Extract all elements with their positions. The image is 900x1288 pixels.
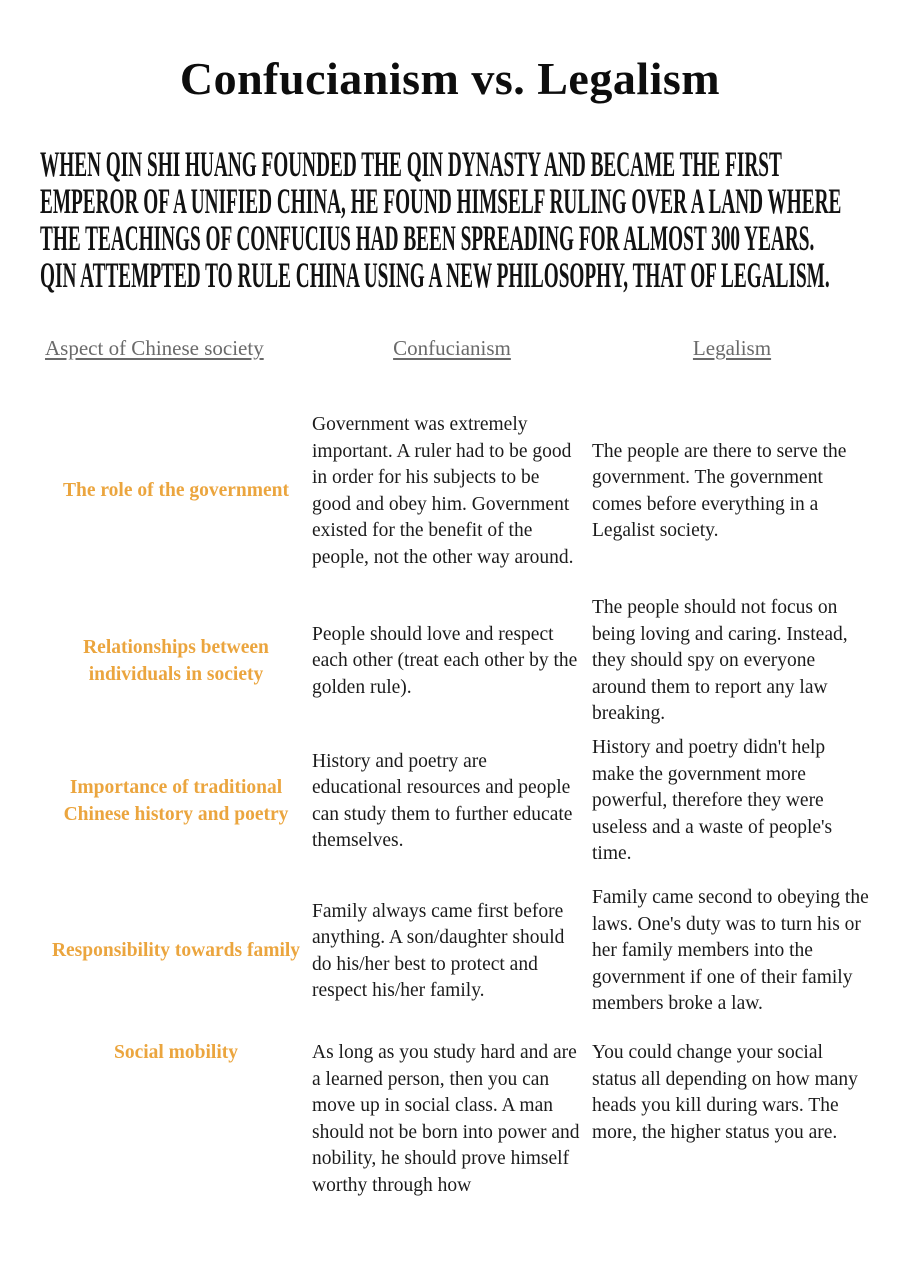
table-row bbox=[40, 1034, 872, 1199]
column-header-confucianism: Confucianism bbox=[393, 336, 511, 360]
intro-paragraph bbox=[40, 146, 880, 294]
intro-line: THE TEACHINGS OF CONFUCIUS HAD BEEN SPREADING FOR ALMOST 300 YEARS. bbox=[40, 218, 815, 258]
column-header-aspect: Aspect of Chinese society bbox=[45, 336, 264, 360]
legalism-cell: The people should not focus on being loving and caring. Instead, they should spy on everyone around them to report any law breaking. bbox=[592, 597, 848, 725]
legalism-cell: You could change your social status all depending on how many heads you kill during wars. The more, the higher status you are. bbox=[592, 1042, 858, 1143]
aspect-label: Relationships between individuals in society bbox=[83, 637, 269, 685]
table-row bbox=[40, 734, 872, 869]
intro-line: QIN ATTEMPTED TO RULE CHINA USING A NEW PHILOSOPHY, THAT OF LEGALISM. bbox=[40, 255, 830, 295]
confucianism-cell: Government was extremely important. A ruler had to be good in order for his subjects to be good and obey him. Government existed for the benefit of the people, not the other way around. bbox=[312, 414, 574, 568]
intro-line: EMPEROR OF A UNIFIED CHINA, HE FOUND HIMSELF RULING OVER A LAND WHERE bbox=[40, 181, 842, 221]
confucianism-cell: People should love and respect each other (treat each other by the golden rule). bbox=[312, 623, 578, 698]
table-row bbox=[40, 869, 872, 1034]
intro-line: WHEN QIN SHI HUANG FOUNDED THE QIN DYNASTY AND BECAME THE FIRST bbox=[40, 144, 782, 184]
table-row bbox=[40, 394, 872, 589]
confucianism-cell: Family always came first before anything. A son/daughter should do his/her best to protect and respect his/her family. bbox=[312, 900, 565, 1001]
column-header-legalism: Legalism bbox=[692, 336, 772, 360]
page-title: Confucianism vs. Legalism bbox=[179, 53, 721, 104]
table-header-row bbox=[40, 336, 872, 394]
confucianism-cell: History and poetry are educational resources and people can study them to further educate themselves. bbox=[312, 750, 573, 851]
aspect-label: The role of the government bbox=[62, 480, 289, 502]
table-row bbox=[40, 589, 872, 734]
aspect-label: Social mobility bbox=[113, 1042, 239, 1063]
legalism-cell: The people are there to serve the government. The government comes before everything in a Legalist society. bbox=[592, 440, 847, 541]
legalism-cell: Family came second to obeying the laws. One's duty was to turn his or her family members into the government if one of their family members broke a law. bbox=[592, 887, 869, 1015]
comparison-table bbox=[40, 336, 872, 1199]
aspect-label: Responsibility towards family bbox=[51, 940, 301, 962]
legalism-cell: History and poetry didn't help make the government more powerful, therefore they were useless and a waste of people's time. bbox=[592, 737, 833, 865]
aspect-label: Importance of traditional Chinese history and poetry bbox=[63, 777, 289, 825]
confucianism-cell: As long as you study hard and are a learned person, then you can move up in social class. A man should not be born into power and nobility, he should prove himself worthy through how bbox=[312, 1042, 580, 1196]
